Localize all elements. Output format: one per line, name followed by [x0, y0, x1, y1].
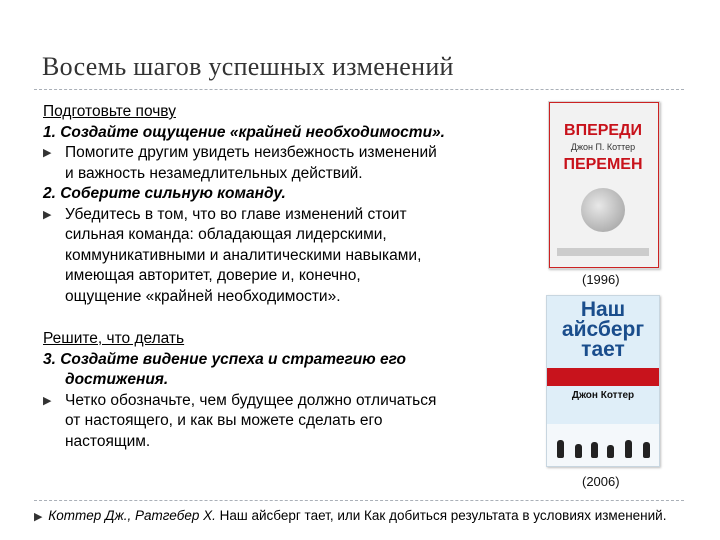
step-1-heading: 1. Создайте ощущение «крайней необходимости». — [43, 123, 445, 141]
book-2-title-line-2: айсберг — [561, 318, 645, 341]
triangle-right-icon: ▶ — [43, 394, 52, 407]
book-1-year: (1996) — [582, 272, 620, 287]
globe-image — [581, 188, 625, 232]
penguin-icon — [557, 440, 564, 458]
section-heading-decide: Решите, что делать — [43, 330, 185, 347]
book-1-title-line-2: ПЕРЕМЕН — [563, 156, 643, 173]
book-2-title — [551, 300, 655, 360]
step-2-bullet-text-4: имеющая авторитет, доверие и, конечно, — [65, 267, 361, 284]
triangle-right-icon: ▶ — [34, 511, 43, 523]
penguin-icon — [591, 442, 598, 458]
step-2-bullet-text-1: Убедитесь в том, что во главе изменений стоит — [65, 205, 407, 223]
step-3-bullet-text-1: Четко обозначьте, чем будущее должно отличаться — [65, 391, 437, 409]
step-1-bullet-text-2: и важность незамедлительных действий. — [65, 164, 363, 182]
step-1-bullet-text-1: Помогите другим увидеть неизбежность изменений — [65, 144, 437, 161]
footer-book-reference: Наш айсберг тает, или Как добиться результата в условиях изменений. — [215, 508, 667, 523]
step-2-bullet-text-5: ощущение «крайней необходимости». — [65, 287, 341, 305]
section-heading-prepare: Подготовьте почву — [43, 103, 176, 120]
penguin-icon — [643, 442, 650, 458]
footer-reference — [34, 508, 666, 523]
iceberg-image — [547, 424, 659, 466]
triangle-right-icon: ▶ — [43, 147, 52, 159]
penguin-icon — [625, 440, 632, 458]
title-divider — [34, 89, 684, 90]
step-3-heading-1: 3. Создайте видение успеха и стратегию его — [43, 350, 406, 368]
penguin-icon — [607, 445, 614, 458]
book-1-title-line-1: ВПЕРЕДИ — [564, 122, 642, 139]
slide-title: Восемь шагов успешных изменений — [42, 52, 454, 81]
step-3-bullet — [43, 391, 498, 453]
step-2-bullet-text-2: сильная команда: обладающая лидерскими, — [65, 226, 387, 243]
spacer — [43, 307, 498, 329]
book-2-year: (2006) — [582, 474, 620, 489]
slide-body — [43, 102, 498, 452]
book-cover-nash-aysberg-taet — [546, 295, 660, 467]
triangle-right-icon: ▶ — [43, 208, 52, 221]
step-1-bullet — [43, 143, 498, 184]
book-1-publisher-strip — [557, 248, 649, 256]
book-1-title — [557, 122, 649, 140]
step-3-bullet-text-2: от настоящего, и как вы можете сделать его — [65, 412, 383, 429]
book-cover-vperedi-peremen — [548, 101, 660, 269]
step-3-heading-2: достижения. — [65, 371, 169, 388]
footer-divider — [34, 500, 684, 501]
step-2-heading: 2. Соберите сильную команду. — [43, 185, 286, 202]
book-2-red-band — [547, 368, 659, 386]
footer-authors: Коттер Дж., Ратгебер Х. — [48, 508, 216, 523]
book-2-title-line-3: тает — [581, 338, 625, 361]
book-1-title-2 — [557, 156, 649, 174]
penguin-icon — [575, 444, 582, 458]
step-2-bullet — [43, 205, 498, 308]
book-2-author: Джон Коттер — [571, 390, 635, 401]
step-2-bullet-text-3: коммуникативными и аналитическими навыками, — [65, 246, 422, 264]
step-3-bullet-text-3: настоящим. — [65, 432, 151, 450]
book-2-title-line-1: Наш — [580, 298, 626, 321]
book-1-author: Джон П. Коттер — [570, 142, 636, 152]
